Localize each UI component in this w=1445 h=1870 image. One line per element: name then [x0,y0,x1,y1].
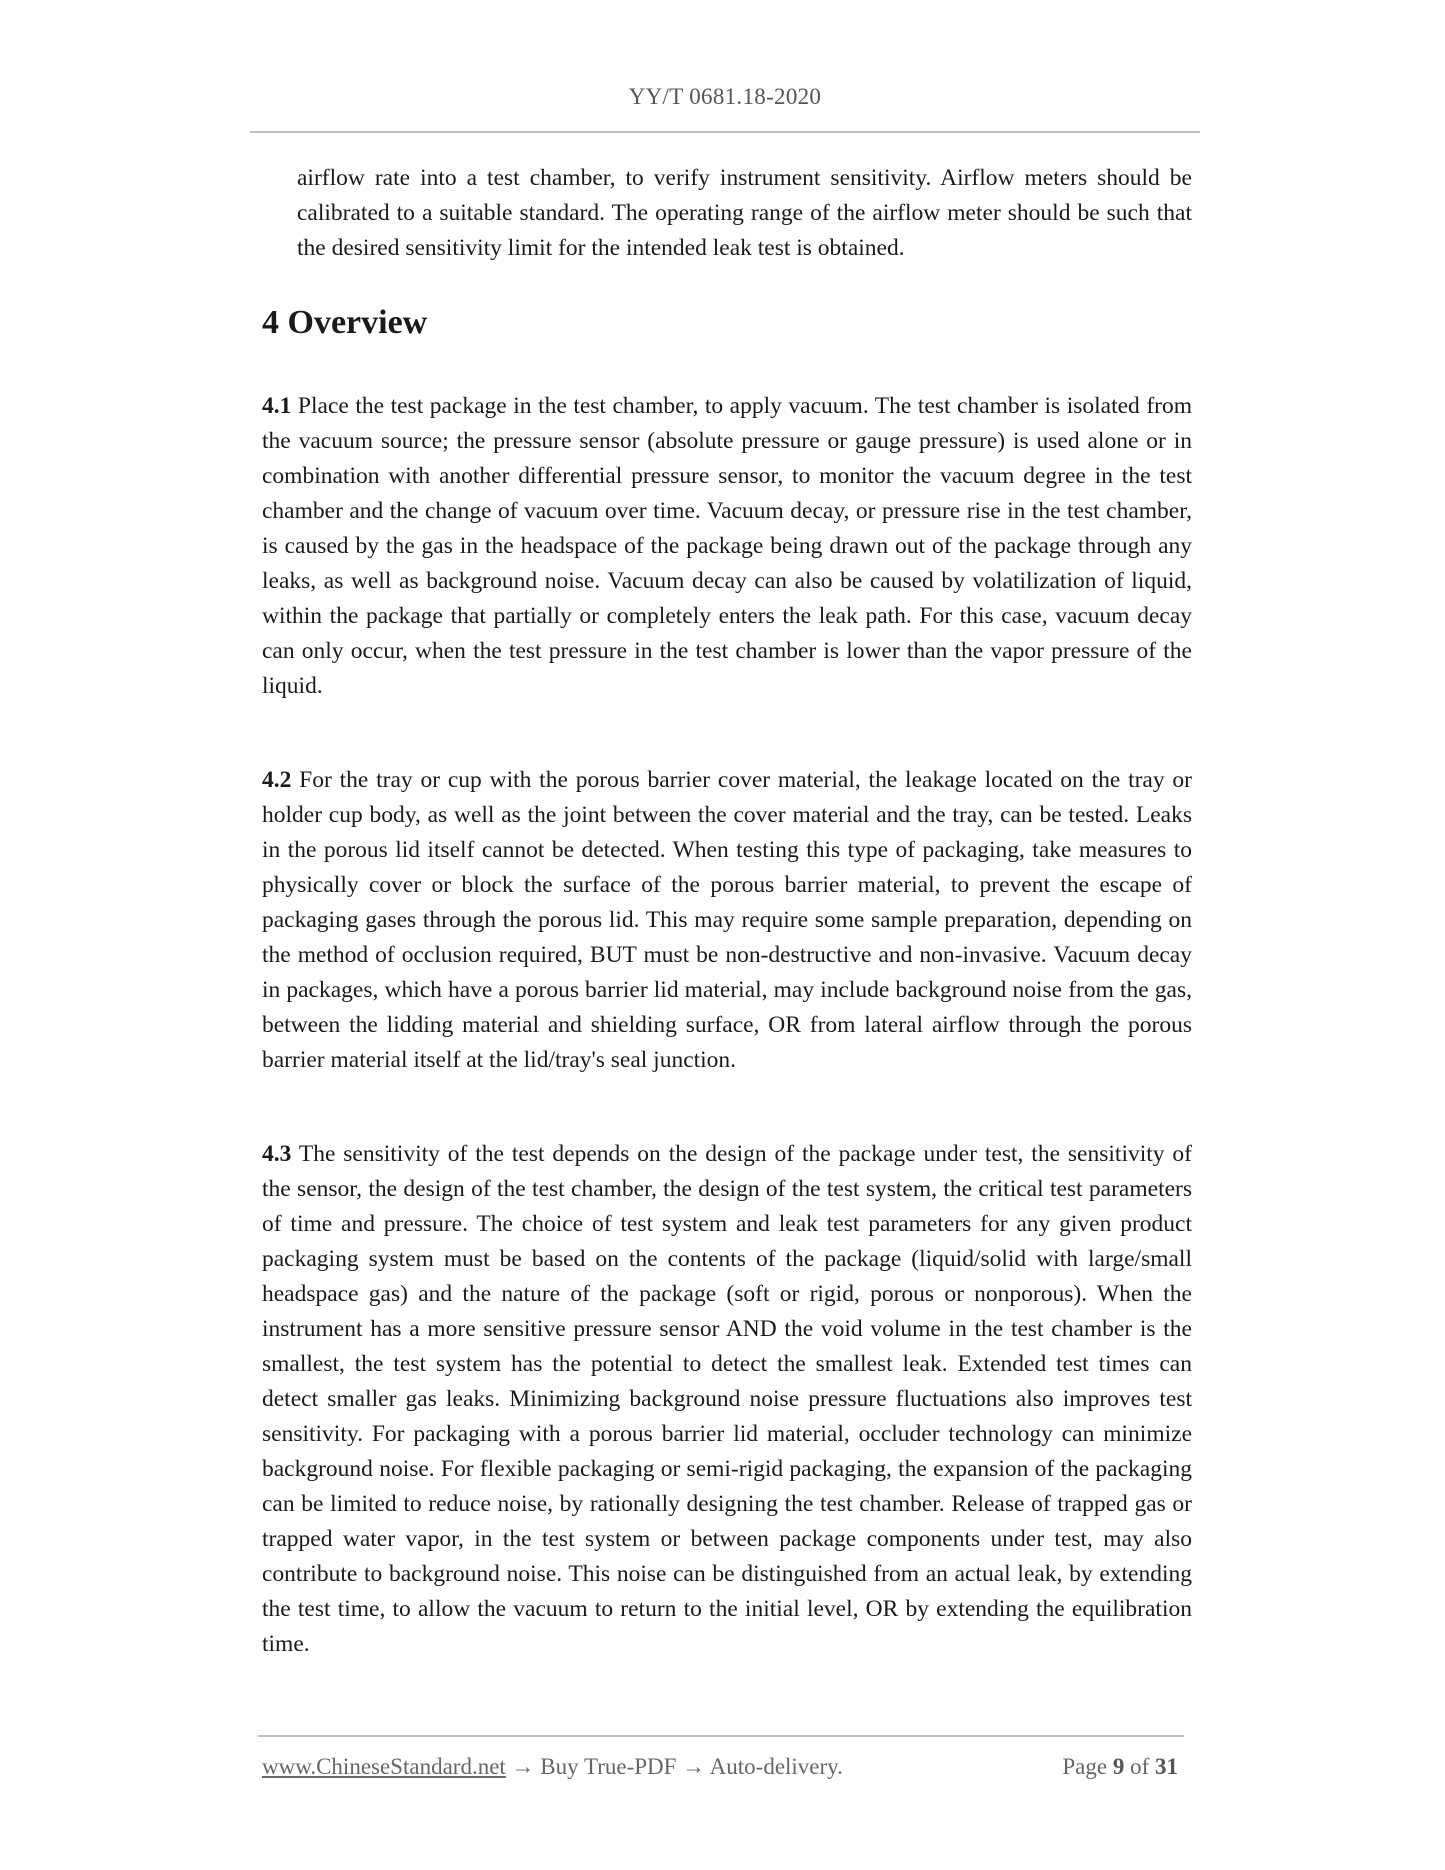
header-divider [250,131,1200,133]
footer-promo [262,1754,843,1780]
clause-text: The sensitivity of the test depends on the design of the package under test, the sensitivity of the sensor, the design of the test chamber, the design of the test system, the critical test parameters of time and pressure. The choice of test system and leak test parameters for any given product packaging system must be based on the contents of the package (liquid/solid with large/small headspace gas) and the nature of the package (soft or rigid, porous or nonporous). When the instrument has a more sensitive pressure sensor AND the void volume in the test chamber is the smallest, the test system has the potential to detect the smallest leak. Extended test times can detect smaller gas leaks. Minimizing background noise pressure fluctuations also improves test sensitivity. For packaging with a porous barrier lid material, occluder technology can minimize background noise. For flexible packaging or semi-rigid packaging, the expansion of the packaging can be limited to reduce noise, by rationally designing the test chamber. Release of trapped gas or trapped water vapor, in the test system or between package components under test, may also contribute to background noise. This noise can be distinguished from an actual leak, by extending the test time, to allow the vacuum to return to the initial level, OR by extending the equilibration time. [262,1141,1192,1657]
page-of-label: of [1130,1754,1150,1779]
page-total: 31 [1155,1754,1178,1779]
page-indicator [1062,1754,1178,1780]
clause-number: 4.2 [262,767,292,793]
section-heading: 4 Overview [262,304,428,341]
clause-4-1 [262,389,1192,704]
promo-text: → Buy True-PDF → Auto-delivery. [505,1754,843,1779]
clause-text: For the tray or cup with the porous barrier cover material, the leakage located on the tray or holder cup body, as well as the joint between the cover material and the tray, can be tested. Leaks in the porous lid itself cannot be detected. When testing this type of packaging, take measures to physically cover or block the surface of the porous barrier material, to prevent the escape of packaging gases through the porous lid. This may require some sample preparation, depending on the method of occlusion required, BUT must be non-destructive and non-invasive. Vacuum decay in packages, which have a porous barrier lid material, may include background noise from the gas, between the lidding material and shielding surface, OR from lateral airflow through the porous barrier material itself at the lid/tray's seal junction. [262,767,1192,1073]
running-header: YY/T 0681.18-2020 [628,84,822,109]
clause-number: 4.3 [262,1141,292,1167]
clause-text: Place the test package in the test chamber, to apply vacuum. The test chamber is isolated from the vacuum source; the pressure sensor (absolute pressure or gauge pressure) is used alone or in combination with another differential pressure sensor, to monitor the vacuum degree in the test chamber and the change of vacuum over time. Vacuum decay, or pressure rise in the test chamber, is caused by the gas in the headspace of the package being drawn out of the package through any leaks, as well as background noise. Vacuum decay can also be caused by volatilization of liquid, within the package that partially or completely enters the leak path. For this case, vacuum decay can only occur, when the test pressure in the test chamber is lower than the vapor pressure of the liquid. [262,393,1192,699]
clause-4-2 [262,763,1192,1078]
clause-number: 4.1 [262,393,292,419]
site-link[interactable]: www.ChineseStandard.net [262,1754,506,1779]
intro-paragraph: airflow rate into a test chamber, to verify instrument sensitivity. Airflow meters should be calibrated to a suitable standard. The operating range of the airflow meter should be such that the desired sensitivity limit for the intended leak test is obtained. [297,165,1192,261]
footer-divider [258,1735,1184,1737]
page-current: 9 [1112,1754,1125,1779]
page-label: Page [1062,1754,1108,1779]
clause-4-3 [262,1137,1192,1662]
